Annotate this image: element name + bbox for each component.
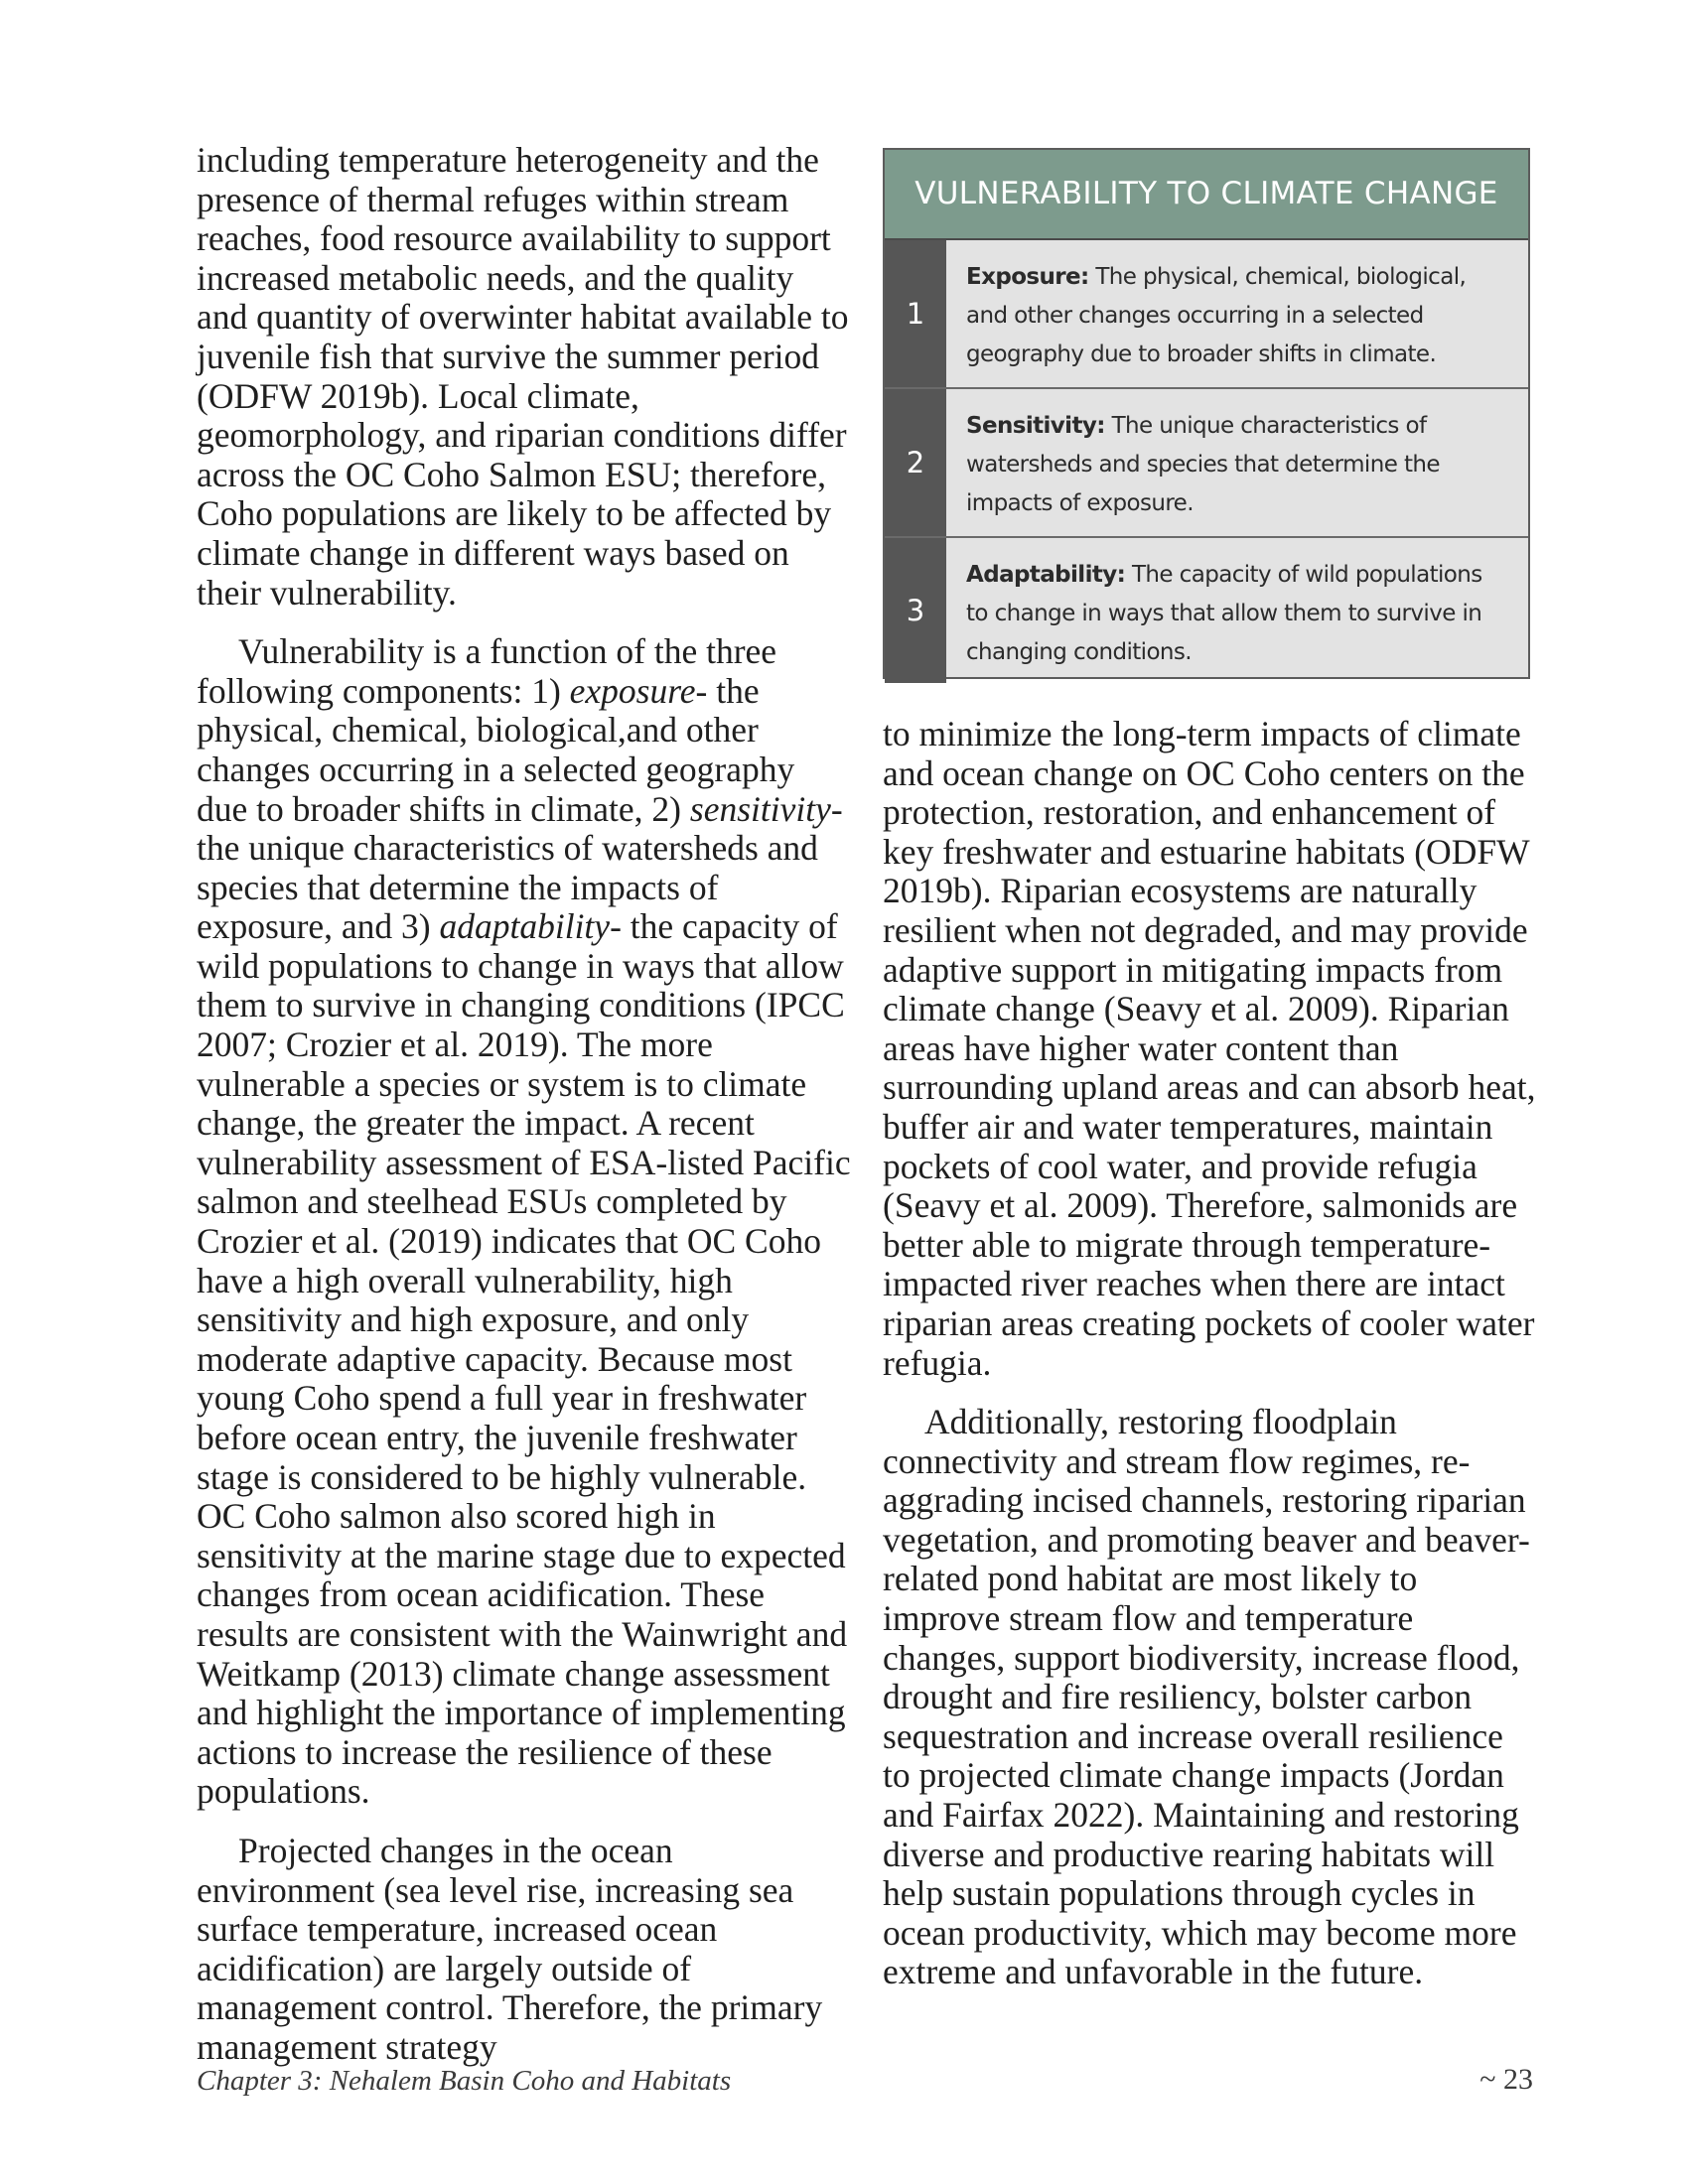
footer-chapter-title: Chapter 3: Nehalem Basin Coho and Habitats	[197, 2065, 732, 2097]
item-term: Exposure:	[966, 264, 1089, 290]
page-number: ~ 23	[1479, 2063, 1533, 2096]
item-number: 2	[885, 389, 946, 536]
left-column	[197, 141, 852, 2088]
paragraph: Projected changes in the ocean environment (sea level rise, increasing sea surface temperature, increased ocean acidification) are largely outside of management control. Therefore, the primary management strategy	[197, 1830, 823, 2067]
right-column	[883, 715, 1538, 2012]
vulnerability-sidebar	[883, 148, 1530, 679]
paragraph: to minimize the long-term impacts of climate and ocean change on OC Coho centers on the protection, restoration, and enhancement of key freshwater and estuarine habitats (ODFW 2019b). Riparian ecosystems are naturally resilient when not degraded, and may provide adaptive support in mitigating impacts from climate change (Seavy et al. 2009). Riparian areas have higher water content than surrounding upland areas and can absorb heat, buffer air and water temperatures, maintain pockets of cool water, and provide refugia (Seavy et al. 2009). Therefore, salmonids are better able to migrate through temperature-impacted river reaches when there are intact riparian areas creating pockets of cooler water refugia.	[883, 714, 1536, 1383]
sidebar-item-sensitivity	[885, 389, 1528, 538]
item-number: 1	[885, 240, 946, 387]
term-sensitivity: sensitivity	[689, 788, 831, 829]
paragraph: Vulnerability is a function of the three following components: 1) exposure- the physical, chemical, biological,and other changes occurring in a selected geography due to broader shifts in climate, 2) sensitivity- the unique characteristics of watersheds and species that determine the impacts of exposure, and 3) adaptability- the capacity of wild populations to change in ways that allow them to survive in changing conditions (IPCC 2007; Crozier et al. 2019). The more vulnerable a species or system is to climate change, the greater the impact. A recent vulnerability assessment of ESA-listed Pacific salmon and steelhead ESUs completed by Crozier et al. (2019) indicates that OC Coho have a high overall vulnerability, high sensitivity and high exposure, and only moderate adaptive capacity. Because most young Coho spend a full year in freshwater before ocean entry, the juvenile freshwater stage is considered to be highly vulnerable. OC Coho salmon also scored high in sensitivity at the marine stage due to expected changes from ocean acidification. These results are consistent with the Wainwright and Weitkamp (2013) climate change assessment and highlight the importance of implementing actions to increase the resilience of these populations.	[197, 631, 851, 1812]
sidebar-item-exposure	[885, 240, 1528, 389]
sidebar-item-adaptability	[885, 538, 1528, 683]
item-term: Adaptability:	[966, 562, 1126, 588]
term-exposure: exposure	[569, 670, 696, 711]
item-number: 3	[885, 538, 946, 683]
item-definition: Adaptability: The capacity of wild populations to change in ways that allow them to survive in changing conditions.	[966, 562, 1482, 665]
paragraph: Additionally, restoring floodplain connectivity and stream flow regimes, re-aggrading incised channels, restoring riparian vegetation, and promoting beaver and beaver-related pond habitat are most likely to improve stream flow and temperature changes, support biodiversity, increase flood, drought and fire resiliency, bolster carbon sequestration and increase overall resilience to projected climate change impacts (Jordan and Fairfax 2022). Maintaining and restoring diverse and productive rearing habitats will help sustain populations through cycles in ocean productivity, which may become more extreme and unfavorable in the future.	[883, 1402, 1530, 1992]
item-definition: Sensitivity: The unique characteristics of watersheds and species that determine the impacts of exposure.	[966, 413, 1440, 516]
item-term: Sensitivity:	[966, 413, 1105, 439]
term-adaptability: adaptability	[439, 906, 611, 947]
paragraph: including temperature heterogeneity and the presence of thermal refuges within stream reaches, food resource availability to support increased metabolic needs, and the quality and quantity of overwinter habitat available to juvenile fish that survive the summer period (ODFW 2019b). Local climate, geomorphology, and riparian conditions differ across the OC Coho Salmon ESU; therefore, Coho populations are likely to be affected by climate change in different ways based on their vulnerability.	[197, 140, 849, 613]
item-definition: Exposure: The physical, chemical, biological, and other changes occurring in a selected geography due to broader shifts in climate.	[966, 264, 1467, 367]
sidebar-title: VULNERABILITY TO CLIMATE CHANGE	[885, 150, 1528, 240]
